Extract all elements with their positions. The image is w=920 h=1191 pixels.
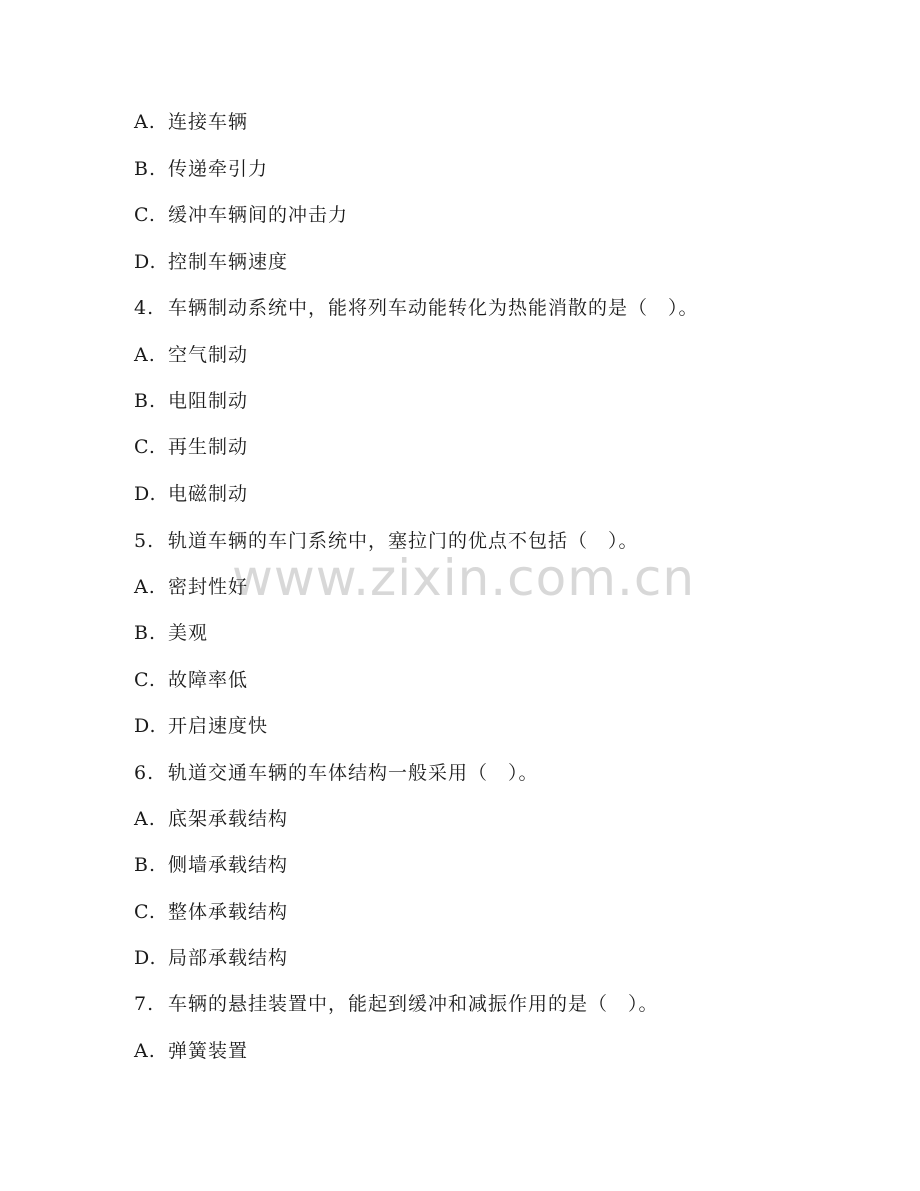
watermark-text: www.zixin.com.cn [232, 549, 696, 607]
question-text: 车辆制动系统中，能将列车动能转化为热能消散的是（ ）。 [168, 297, 699, 319]
option-label: C. [134, 436, 156, 458]
question-number: 5. [134, 530, 155, 552]
option-line [134, 341, 248, 369]
option-line [134, 712, 268, 740]
option-label: C. [134, 204, 156, 226]
option-label: B. [134, 854, 157, 876]
option-text: 再生制动 [168, 436, 249, 458]
option-text: 底架承载结构 [168, 808, 289, 830]
option-line [134, 387, 248, 415]
option-label: B. [134, 158, 157, 180]
question-text: 轨道车辆的车门系统中，塞拉门的优点不包括（ ）。 [168, 530, 639, 552]
option-line [134, 944, 288, 972]
option-line [134, 619, 208, 647]
question-line [134, 759, 539, 787]
option-line [134, 573, 248, 601]
option-label: B. [134, 390, 157, 412]
option-line [134, 1037, 248, 1065]
option-label: D. [134, 947, 157, 969]
option-text: 连接车辆 [168, 111, 249, 133]
option-line [134, 433, 248, 461]
option-label: D. [134, 483, 157, 505]
option-label: D. [134, 715, 157, 737]
option-label: A. [134, 1040, 156, 1062]
option-line [134, 155, 268, 183]
option-label: A. [134, 111, 156, 133]
option-line [134, 108, 248, 136]
option-line [134, 666, 248, 694]
question-text: 轨道交通车辆的车体结构一般采用（ ）。 [168, 762, 539, 784]
option-label: C. [134, 669, 156, 691]
option-text: 故障率低 [168, 669, 249, 691]
option-line [134, 248, 288, 276]
option-text: 传递牵引力 [168, 158, 269, 180]
question-line [134, 527, 639, 555]
question-line [134, 990, 659, 1018]
option-text: 局部承载结构 [168, 947, 289, 969]
option-label: A. [134, 808, 156, 830]
option-text: 缓冲车辆间的冲击力 [168, 204, 349, 226]
option-text: 侧墙承载结构 [168, 854, 289, 876]
option-text: 密封性好 [168, 576, 249, 598]
option-text: 控制车辆速度 [168, 251, 289, 273]
option-text: 电磁制动 [168, 483, 249, 505]
option-line [134, 480, 248, 508]
question-line [134, 294, 699, 322]
option-text: 电阻制动 [168, 390, 249, 412]
option-text: 整体承载结构 [168, 901, 289, 923]
option-text: 空气制动 [168, 344, 249, 366]
option-line [134, 898, 288, 926]
option-text: 美观 [168, 622, 209, 644]
option-label: A. [134, 344, 156, 366]
option-label: C. [134, 901, 156, 923]
option-text: 开启速度快 [168, 715, 269, 737]
option-line [134, 805, 288, 833]
option-text: 弹簧装置 [168, 1040, 249, 1062]
option-line [134, 201, 348, 229]
question-text: 车辆的悬挂装置中，能起到缓冲和减振作用的是（ ）。 [168, 993, 659, 1015]
option-line [134, 851, 288, 879]
question-number: 4. [134, 297, 155, 319]
option-label: D. [134, 251, 157, 273]
question-number: 6. [134, 762, 155, 784]
option-label: A. [134, 576, 156, 598]
question-number: 7. [134, 993, 155, 1015]
option-label: B. [134, 622, 157, 644]
